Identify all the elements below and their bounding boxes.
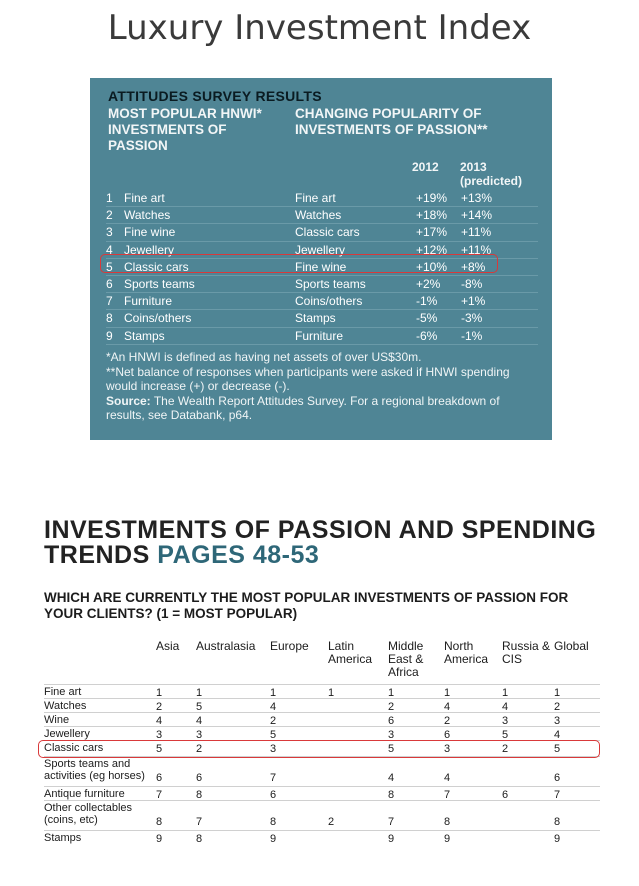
source-text: The Wealth Report Attitudes Survey. For a regional breakdown of results, see Databank, p64. — [106, 393, 500, 422]
rank-cell: 2 — [502, 743, 509, 755]
rank-cell: 1 — [554, 687, 561, 699]
survey-rank: 8 — [106, 311, 113, 326]
rank-cell: 6 — [554, 772, 561, 784]
survey-row — [106, 310, 538, 327]
rank-cell: 6 — [196, 772, 203, 784]
row-label: Sports teams and activities (eg horses) — [44, 758, 145, 782]
classic-cars-table-highlight — [38, 740, 600, 758]
survey-panel — [90, 78, 552, 440]
rank-cell: 9 — [270, 833, 277, 845]
source-note — [106, 394, 526, 423]
value-2012: +10% — [416, 259, 448, 274]
column-header: North America — [444, 639, 489, 666]
year-2013-header: 2013 (predicted) — [460, 160, 523, 188]
popular-investment-name: Stamps — [124, 328, 165, 343]
row-label: Antique furniture — [44, 788, 125, 800]
column-header: Russia & CIS — [502, 639, 551, 666]
rank-cell: 1 — [270, 687, 277, 699]
value-2013: -3% — [461, 311, 483, 326]
rank-cell: 8 — [444, 816, 451, 828]
rank-cell: 6 — [388, 715, 395, 727]
changing-investment-name: Coins/others — [295, 294, 363, 309]
survey-rank: 1 — [106, 191, 113, 205]
popular-investment-name: Furniture — [124, 294, 173, 309]
rank-cell: 8 — [156, 816, 163, 828]
column-header: Asia — [156, 639, 180, 653]
page-title: Luxury Investment Index — [107, 8, 532, 48]
rank-cell: 3 — [270, 743, 277, 755]
survey-rank: 7 — [106, 294, 113, 309]
column-header: Europe — [270, 639, 309, 653]
section-title-line2: TRENDS — [44, 541, 150, 569]
value-2013: +14% — [461, 208, 493, 223]
rank-cell: 4 — [444, 772, 451, 784]
popular-investment-name: Coins/others — [124, 311, 192, 326]
survey-row — [106, 224, 538, 241]
value-2013: +11% — [461, 225, 492, 240]
rank-cell: 4 — [502, 701, 509, 713]
column-header: Latin America — [328, 639, 373, 666]
rank-cell: 6 — [502, 789, 509, 801]
row-label: Wine — [44, 714, 70, 726]
most-popular-heading: MOST POPULAR HNWI* INVESTMENTS OF PASSION — [108, 106, 262, 153]
survey-rank: 3 — [106, 225, 113, 240]
changing-investment-name: Fine wine — [295, 259, 347, 274]
section-pages: PAGES 48-53 — [157, 541, 320, 569]
rank-cell: 7 — [156, 789, 163, 801]
value-2012: -1% — [416, 294, 438, 309]
table-row — [44, 786, 600, 801]
survey-row — [106, 207, 538, 224]
row-label: Fine art — [44, 686, 82, 698]
rank-cell: 6 — [270, 789, 277, 801]
table-row — [44, 830, 600, 845]
survey-notes — [106, 350, 526, 423]
changing-investment-name: Fine art — [295, 191, 336, 205]
changing-investment-name: Furniture — [295, 328, 344, 343]
changing-investment-name: Sports teams — [295, 276, 366, 291]
rank-cell: 2 — [554, 701, 561, 713]
changing-popularity-heading: CHANGING POPULARITY OF INVESTMENTS OF PASSION** — [295, 106, 488, 137]
popular-investment-name: Fine wine — [124, 225, 176, 240]
rank-cell: 1 — [156, 687, 163, 699]
year-2012-header: 2012 — [412, 160, 439, 174]
rank-cell: 8 — [554, 816, 561, 828]
table-row — [44, 726, 600, 741]
popular-investment-name: Watches — [124, 208, 171, 223]
row-label: Other collectables (coins, etc) — [44, 802, 133, 826]
section-title — [44, 518, 596, 568]
table-row — [44, 712, 600, 727]
rank-cell: 3 — [554, 715, 561, 727]
rank-cell: 5 — [388, 743, 395, 755]
rank-cell: 9 — [388, 833, 395, 845]
rank-cell: 9 — [156, 833, 163, 845]
rank-cell: 1 — [388, 687, 395, 699]
rank-cell: 2 — [196, 743, 203, 755]
table-row — [44, 800, 600, 831]
rank-cell: 4 — [554, 729, 561, 741]
survey-rank: 4 — [106, 242, 113, 257]
popular-investment-name: Sports teams — [124, 276, 195, 291]
rank-cell: 4 — [196, 715, 203, 727]
survey-rank: 9 — [106, 328, 113, 343]
rank-cell: 5 — [554, 743, 561, 755]
rank-cell: 7 — [270, 772, 277, 784]
popular-investment-name: Jewellery — [124, 242, 175, 257]
survey-rank: 2 — [106, 208, 113, 223]
rank-cell: 3 — [196, 729, 203, 741]
rank-cell: 8 — [196, 789, 203, 801]
value-2012: +18% — [416, 208, 448, 223]
changing-investment-name: Classic cars — [295, 225, 360, 240]
popular-investment-name: Fine art — [124, 191, 165, 205]
rank-cell: 6 — [156, 772, 163, 784]
net-balance-footnote: **Net balance of responses when participants were asked if HNWI spending would increase (+) or decrease (-). — [106, 364, 510, 393]
survey-question: WHICH ARE CURRENTLY THE MOST POPULAR INVESTMENTS OF PASSION FOR YOUR CLIENTS? (1 = MOST POPULAR) — [44, 590, 569, 621]
value-2012: +17% — [416, 225, 448, 240]
value-2012: +12% — [416, 242, 448, 257]
rank-cell: 9 — [554, 833, 561, 845]
popular-investment-name: Classic cars — [124, 259, 189, 274]
survey-heading: ATTITUDES SURVEY RESULTS — [108, 88, 322, 104]
section-title-line1: INVESTMENTS OF PASSION AND SPENDING — [44, 516, 597, 544]
row-label: Watches — [44, 700, 87, 712]
value-2013: +11% — [461, 242, 492, 257]
survey-row — [106, 293, 538, 310]
row-label: Jewellery — [44, 728, 90, 740]
rank-cell: 5 — [156, 743, 163, 755]
table-row — [44, 756, 600, 787]
survey-rank: 6 — [106, 276, 113, 291]
survey-rank: 5 — [106, 259, 113, 274]
rank-cell: 7 — [388, 816, 395, 828]
rank-cell: 9 — [444, 833, 451, 845]
value-2013: +13% — [461, 191, 493, 205]
rank-cell: 3 — [388, 729, 395, 741]
rank-cell: 6 — [444, 729, 451, 741]
column-header: Australasia — [196, 639, 256, 653]
rank-cell: 2 — [156, 701, 163, 713]
value-2012: -5% — [416, 311, 438, 326]
rank-cell: 5 — [502, 729, 509, 741]
rank-cell: 3 — [444, 743, 451, 755]
rank-cell: 8 — [388, 789, 395, 801]
column-header: Global — [554, 639, 589, 653]
rank-cell: 1 — [328, 687, 335, 699]
rank-cell: 2 — [388, 701, 395, 713]
value-2013: +8% — [461, 259, 486, 274]
changing-investment-name: Watches — [295, 208, 342, 223]
rank-cell: 7 — [444, 789, 451, 801]
rank-cell: 4 — [444, 701, 451, 713]
rank-cell: 5 — [196, 701, 203, 713]
table-row — [44, 698, 600, 713]
changing-investment-name: Jewellery — [295, 242, 346, 257]
rank-cell: 8 — [270, 816, 277, 828]
value-2013: -1% — [461, 328, 483, 343]
rank-cell: 4 — [270, 701, 277, 713]
value-2013: +1% — [461, 294, 486, 309]
classic-cars-highlight — [100, 254, 498, 273]
row-label: Stamps — [44, 832, 82, 844]
rank-cell: 7 — [554, 789, 561, 801]
table-row — [44, 684, 600, 699]
row-label: Classic cars — [44, 742, 104, 754]
rank-cell: 1 — [444, 687, 451, 699]
column-header: Middle East & Africa — [388, 639, 424, 679]
changing-investment-name: Stamps — [295, 311, 336, 326]
source-label: Source: — [106, 393, 151, 408]
rank-cell: 1 — [502, 687, 509, 699]
rank-cell: 7 — [196, 816, 203, 828]
value-2012: +19% — [416, 191, 448, 205]
rank-cell: 3 — [502, 715, 509, 727]
rank-cell: 4 — [388, 772, 395, 784]
value-2013: -8% — [461, 276, 483, 291]
rank-cell: 2 — [328, 816, 335, 828]
value-2012: -6% — [416, 328, 438, 343]
rank-cell: 4 — [156, 715, 163, 727]
survey-row — [106, 190, 538, 207]
rank-cell: 8 — [196, 833, 203, 845]
rank-cell: 5 — [270, 729, 277, 741]
rank-cell: 3 — [156, 729, 163, 741]
rank-cell: 2 — [444, 715, 451, 727]
survey-row — [106, 276, 538, 293]
rank-cell: 1 — [196, 687, 203, 699]
rank-cell: 2 — [270, 715, 277, 727]
survey-row — [106, 328, 538, 345]
hnwi-footnote: *An HNWI is defined as having net assets of over US$30m. — [106, 350, 422, 364]
value-2012: +2% — [416, 276, 441, 291]
